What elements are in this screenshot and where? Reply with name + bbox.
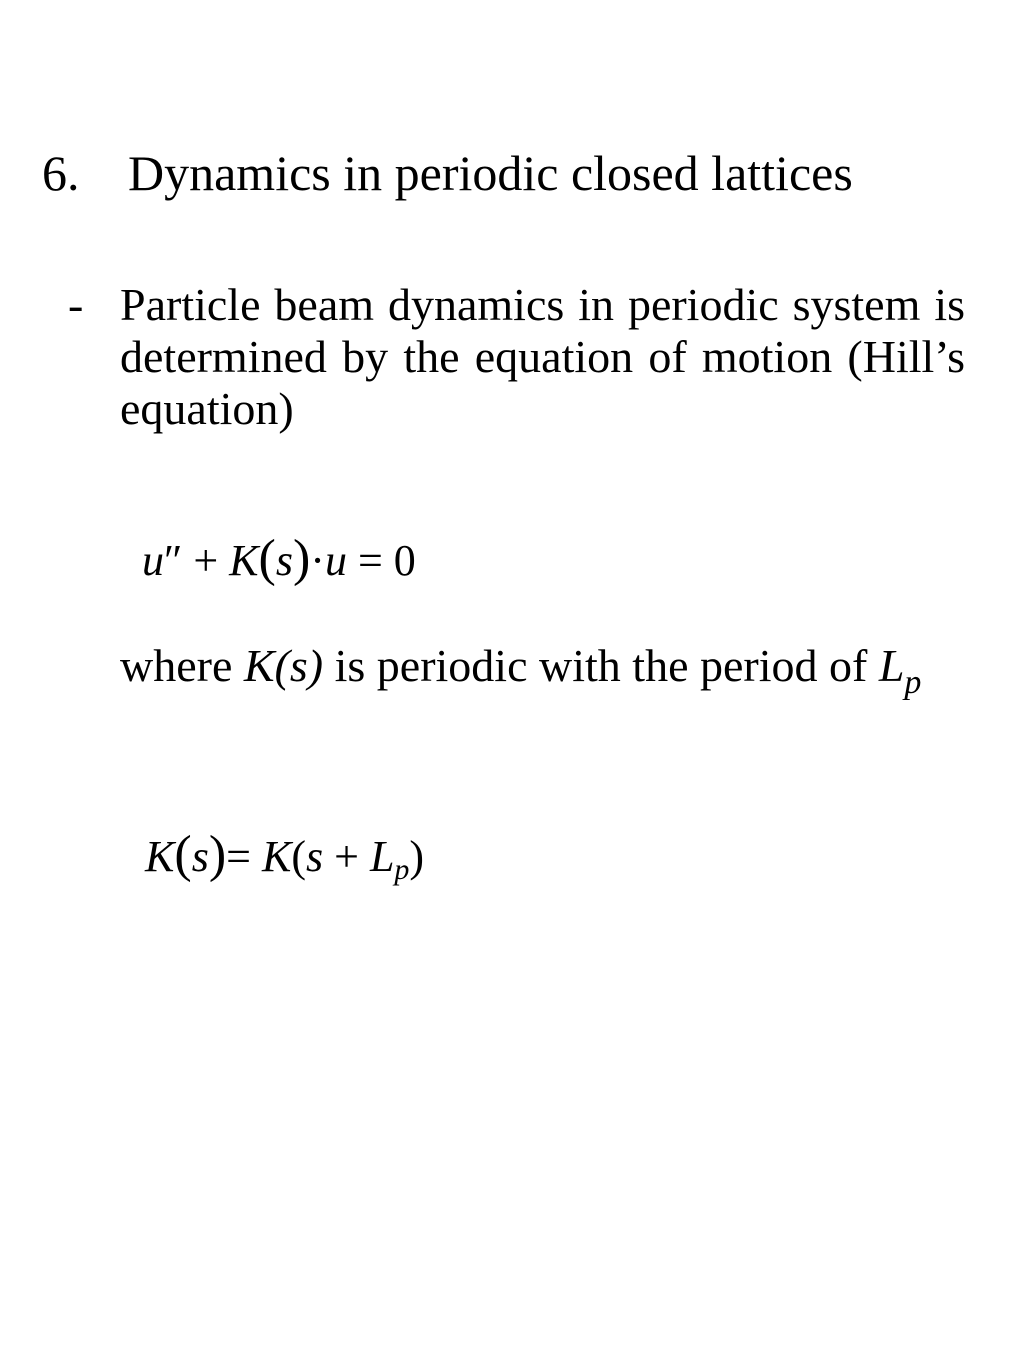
eq1-dot: · (310, 536, 325, 585)
where-K-of-s: K(s) (243, 640, 324, 691)
eq1-u2: u (324, 536, 347, 585)
slide-heading (42, 142, 853, 204)
where-p: p (904, 664, 922, 701)
eq1-K: K (229, 536, 259, 585)
eq2-K: K (145, 832, 175, 881)
where-prefix: where (120, 640, 244, 691)
eq2-p: p (394, 853, 410, 886)
periodicity-equation (145, 826, 425, 886)
heading-title: Dynamics in periodic closed lattices (128, 145, 853, 201)
eq1-lparen: ( (258, 530, 276, 587)
where-text (120, 628, 965, 704)
eq2-lparen: ( (174, 826, 192, 883)
eq1-plus: + (182, 536, 230, 585)
hill-equation (142, 530, 416, 587)
eq2-s2: s (305, 832, 324, 881)
eq2-plus: + (323, 832, 370, 881)
bullet-marker: - (68, 279, 84, 330)
eq2-open: ( (291, 832, 306, 881)
where-L: L (878, 640, 905, 691)
eq2-K2: K (261, 832, 292, 881)
eq1-equals: = 0 (346, 536, 416, 585)
eq2-equals: = (226, 832, 262, 881)
eq2-s: s (191, 832, 209, 881)
eq2-close: ) (409, 832, 425, 881)
eq1-rparen: ) (292, 530, 311, 587)
eq1-s: s (275, 536, 293, 585)
eq1-prime: ″ (164, 536, 183, 585)
bullet-text: Particle beam dynamics in periodic system is determined by the equation of motion (Hill’s equation) (120, 279, 965, 434)
where-middle: is periodic with the period of (323, 640, 879, 691)
heading-number: 6. (42, 145, 80, 201)
eq1-u: u (142, 536, 164, 585)
eq2-L: L (369, 832, 395, 881)
eq2-rparen: ) (208, 826, 227, 883)
